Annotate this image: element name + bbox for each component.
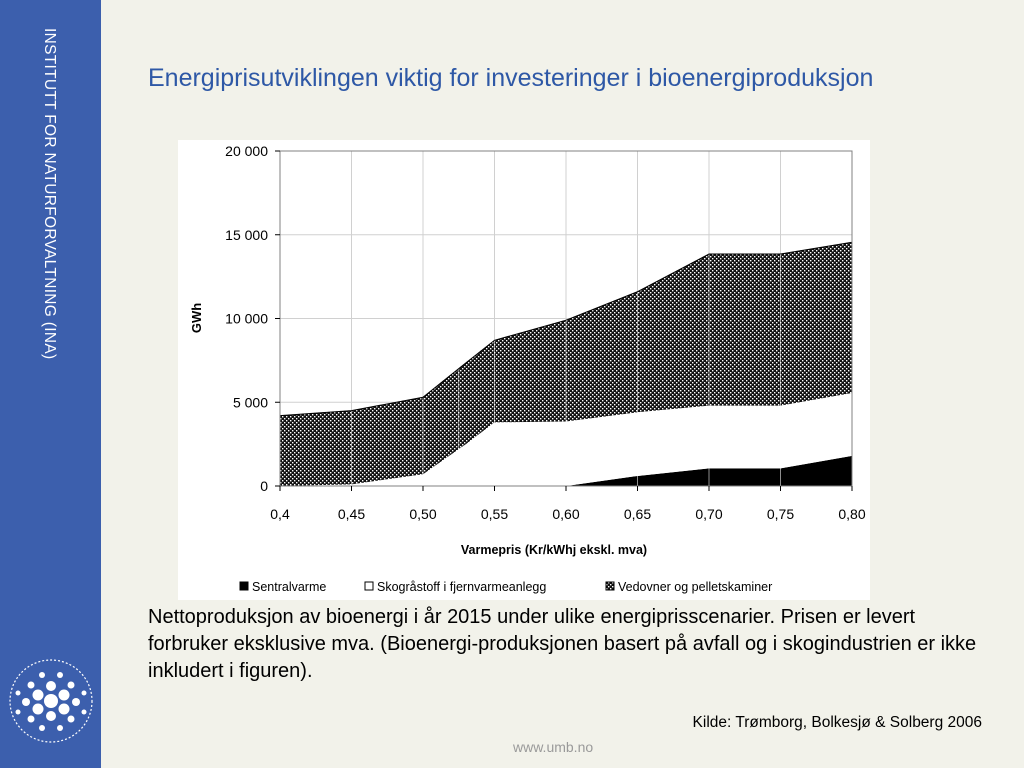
sidebar bbox=[0, 0, 101, 768]
chart-panel bbox=[178, 140, 870, 600]
legend-swatch-1 bbox=[240, 582, 248, 590]
x-tick-label: 0,80 bbox=[838, 506, 866, 522]
legend-swatch-3 bbox=[606, 582, 614, 590]
footer-url[interactable]: www.umb.no bbox=[513, 739, 594, 755]
source-citation: Kilde: Trømborg, Bolkesjø & Solberg 2006 bbox=[692, 714, 982, 731]
legend-label-1: Sentralvarme bbox=[252, 580, 327, 594]
y-tick-label: 10 000 bbox=[225, 310, 268, 327]
x-tick-label: 0,65 bbox=[623, 506, 652, 522]
x-tick-label: 0,75 bbox=[766, 506, 795, 522]
stacked-area-chart bbox=[178, 140, 870, 600]
legend-label-3: Vedovner og pelletskaminer bbox=[618, 580, 773, 594]
x-tick-label: 0,60 bbox=[552, 506, 580, 522]
y-tick-label: 5 000 bbox=[232, 394, 268, 411]
x-tick-label: 0,45 bbox=[337, 506, 366, 522]
x-tick-label: 0,55 bbox=[480, 506, 509, 522]
y-axis-label: GWh bbox=[189, 302, 204, 334]
x-tick-label: 0,4 bbox=[270, 506, 290, 522]
figure-caption: Nettoproduksjon av bioenergi i år 2015 under ulike energiprisscenarier. Prisen er levert forbruker eksklusive mva. (Bioenergi-produksjonen basert på avfall og i skogindustrien er ikke inkludert i figuren). bbox=[148, 606, 977, 682]
slide-title: Energiprisutviklingen viktig for investeringer i bioenergiproduksjon bbox=[148, 64, 874, 92]
x-tick-label: 0,50 bbox=[409, 506, 437, 522]
university-logo bbox=[8, 655, 94, 747]
x-tick-label: 0,70 bbox=[695, 506, 723, 522]
institution-name: INSTITUTT FOR NATURFORVALTNING (INA) bbox=[41, 28, 58, 360]
legend-swatch-2 bbox=[365, 582, 373, 590]
legend-label-2: Skogråstoff i fjernvarmeanlegg bbox=[377, 580, 547, 594]
y-tick-label: 20 000 bbox=[225, 143, 268, 159]
x-axis-label: Varmepris (Kr/kWhj ekskl. mva) bbox=[460, 543, 648, 557]
y-tick-label: 15 000 bbox=[225, 226, 268, 243]
y-tick-label: 0 bbox=[260, 478, 268, 494]
